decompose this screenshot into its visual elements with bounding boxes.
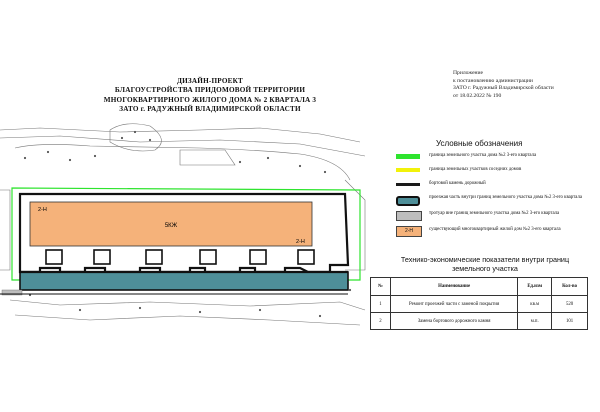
- table-cell: 2: [371, 313, 391, 330]
- document-title: [60, 77, 360, 115]
- legend-item: [396, 227, 596, 241]
- legend-title: Условные обозначения: [436, 139, 523, 148]
- building-code: 5КЖ: [164, 223, 178, 229]
- column-header: №: [371, 278, 391, 296]
- table-title-line: Технико-экономические показатели внутри границ: [400, 255, 570, 264]
- legend-item: [396, 153, 596, 167]
- floors-left: 2-Н: [38, 207, 47, 213]
- roadway-icon: [396, 196, 420, 206]
- column-header: Ед.изм: [518, 278, 552, 296]
- table-cell: 520: [552, 296, 588, 313]
- table-row: [371, 296, 588, 313]
- legend-item: [396, 195, 596, 211]
- green-line-icon: [396, 154, 420, 159]
- sidewalk-icon: [396, 211, 422, 221]
- table-cell: 1: [371, 296, 391, 313]
- title-line: МНОГОКВАРТИРНОГО ЖИЛОГО ДОМА № 2 КВАРТАЛА 3: [103, 95, 317, 104]
- column-header: Наименование: [390, 278, 517, 296]
- legend-item: [396, 211, 596, 227]
- site-plan: [0, 120, 370, 350]
- appendix-block: [453, 70, 554, 100]
- title-line: ЗАТО г. РАДУЖНЫЙ ВЛАДИМИРСКОЙ ОБЛАСТИ: [119, 105, 301, 114]
- building-icon: [396, 226, 422, 237]
- table-cell: Ремонт проезжей части с заменой покрытия: [390, 296, 517, 313]
- legend: [396, 153, 596, 241]
- appendix-line: к постановлению администрации: [453, 77, 533, 84]
- legend-item-label: проезжая часть внутри границ земельного участка дома №2 3-его квартала: [429, 195, 582, 200]
- building-icon-label: 2-Н: [404, 228, 414, 234]
- title-line: ДИЗАЙН-ПРОЕКТ: [176, 77, 244, 85]
- legend-item-label: существующий многоквартирный жилой дом №2 3-его квартала: [429, 227, 561, 232]
- parking-pockets: [46, 250, 314, 264]
- indicators-table: [370, 277, 588, 330]
- table-row: [371, 313, 588, 330]
- table-title-line: земельного участка: [452, 264, 518, 273]
- table-header-row: [371, 278, 588, 296]
- legend-item: [396, 181, 596, 195]
- legend-item: [396, 167, 596, 181]
- appendix-line: от 18.02.2022 № 190: [453, 92, 502, 99]
- table-cell: кв.м: [518, 296, 552, 313]
- legend-item-label: бортовой камень дорожный: [429, 181, 486, 186]
- table-cell: 101: [552, 313, 588, 330]
- legend-item-label: граница земельных участков соседних домов: [429, 167, 522, 172]
- title-line: БЛАГОУСТРОЙСТВА ПРИДОМОВОЙ ТЕРРИТОРИИ: [114, 86, 306, 95]
- table-title: [380, 255, 590, 273]
- table-cell: Замена бортового дорожного камня: [390, 313, 517, 330]
- column-header: Кол-во: [552, 278, 588, 296]
- roadway: [20, 272, 348, 290]
- legend-item-label: граница земельного участка дома №2 3-его квартала: [429, 153, 537, 158]
- yellow-line-icon: [396, 168, 420, 172]
- floors-right: 2-Н: [296, 239, 305, 245]
- appendix-line: Приложение: [453, 70, 484, 76]
- legend-item-label: тротуар вне границ земельного участка дома №2 3-его квартала: [429, 211, 560, 216]
- table-cell: м.п.: [518, 313, 552, 330]
- appendix-line: ЗАТО г. Радужный Владимирской области: [453, 85, 554, 92]
- curb-line-icon: [396, 183, 420, 186]
